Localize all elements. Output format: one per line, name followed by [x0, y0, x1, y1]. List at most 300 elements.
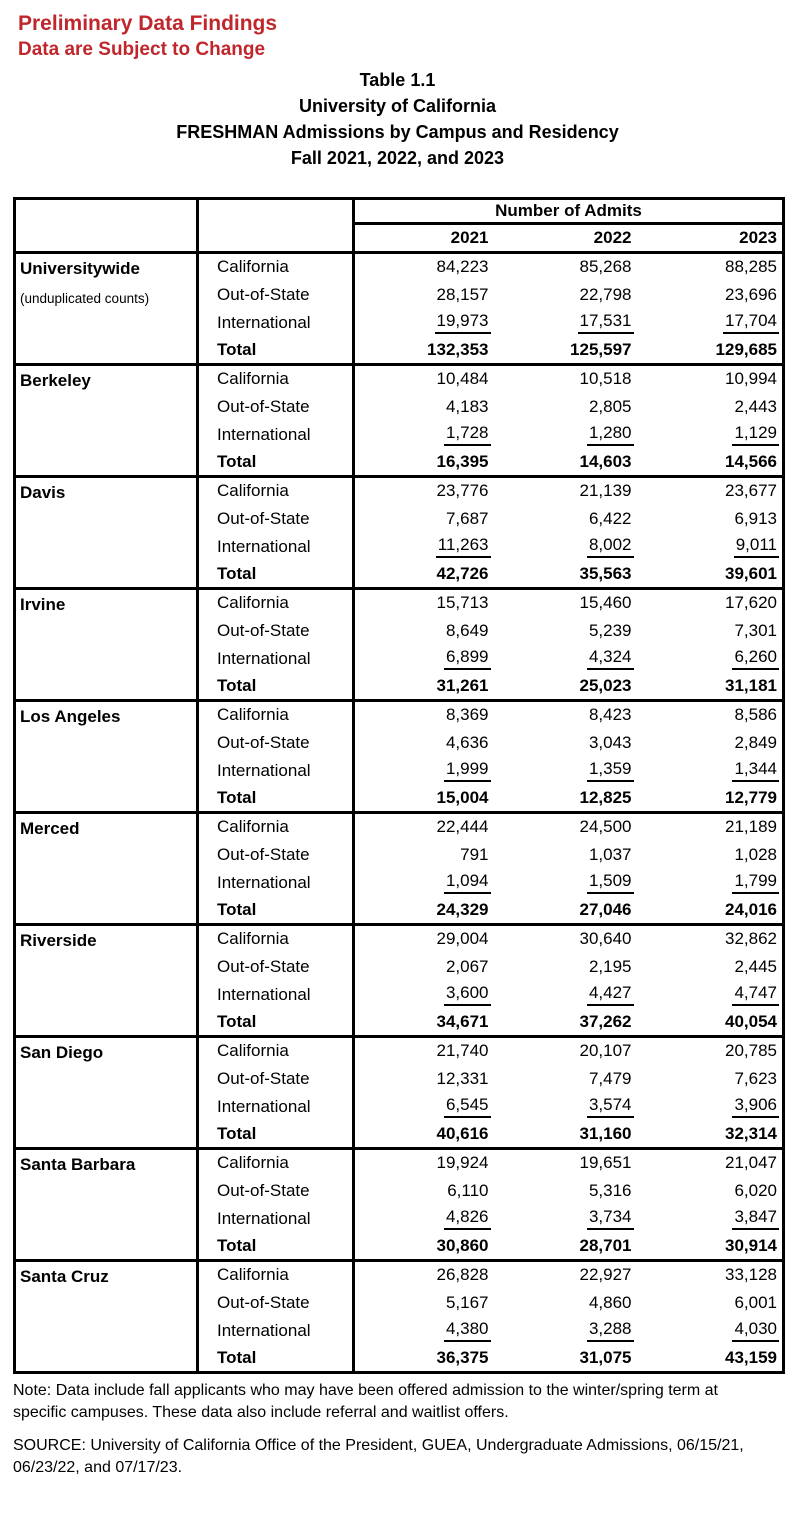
campus-cell [15, 925, 198, 1037]
admits-value-cell [354, 449, 497, 477]
admits-value: 4,860 [588, 1292, 632, 1312]
campus-cell [15, 477, 198, 589]
admits-value: 23,677 [725, 481, 777, 501]
admits-value-cell [640, 1093, 784, 1121]
admits-value-cell [497, 673, 640, 701]
admits-value: 32,314 [725, 1123, 777, 1143]
admits-value-cell [354, 1261, 497, 1289]
residency-label: Out-of-State [198, 841, 354, 869]
admits-value-cell [497, 589, 640, 617]
admits-value-cell [640, 449, 784, 477]
title-institution: University of California [298, 96, 497, 116]
campus-name: San Diego [20, 1043, 104, 1062]
admits-value-cell [497, 533, 640, 561]
admits-value-cell [354, 757, 497, 785]
residency-label: California [198, 365, 354, 393]
admits-value-cell [497, 897, 640, 925]
residency-label: Out-of-State [198, 281, 354, 309]
admits-value-cell [640, 1037, 784, 1065]
campus-subtitle: (unduplicated counts) [20, 291, 150, 306]
admits-value: 85,268 [579, 257, 632, 277]
admits-value-cell [640, 393, 784, 421]
admits-value-cell [640, 1233, 784, 1261]
admits-value-cell [640, 337, 784, 365]
admits-value: 4,636 [445, 732, 489, 752]
table-row [15, 701, 784, 729]
residency-label: California [198, 925, 354, 953]
admits-value: 31,181 [725, 675, 777, 695]
residency-label: International [198, 309, 354, 337]
admits-value: 8,423 [588, 705, 632, 725]
admits-value: 12,331 [436, 1068, 489, 1088]
admits-value: 6,899 [444, 647, 491, 670]
residency-label: International [198, 757, 354, 785]
admits-value-cell [354, 1317, 497, 1345]
table-body [15, 253, 784, 1373]
table-row [15, 813, 784, 841]
admits-value-cell [354, 365, 497, 393]
admits-value: 6,020 [734, 1180, 777, 1200]
admits-value-cell [497, 477, 640, 505]
admits-value: 2,443 [734, 396, 777, 416]
admits-value-cell [354, 421, 497, 449]
admits-value: 28,157 [436, 284, 489, 304]
admits-value-cell [354, 1065, 497, 1093]
admits-value-cell [497, 1037, 640, 1065]
residency-label: Total [198, 1009, 354, 1037]
campus-cell [15, 1149, 198, 1261]
note-text: Note: Data include fall applicants who may have been offered admission to the winter/spring term at specific campuses. These data also include referral and waitlist offers. [13, 1382, 718, 1421]
admits-value: 3,600 [444, 983, 491, 1006]
admits-value: 30,860 [436, 1235, 489, 1255]
residency-label: International [198, 421, 354, 449]
admits-value: 31,075 [579, 1347, 632, 1367]
banner-line-2: Data are Subject to Change [18, 39, 266, 60]
admits-value-cell [354, 841, 497, 869]
admits-value: 3,734 [587, 1207, 634, 1230]
admits-value: 21,189 [725, 817, 777, 837]
admits-value: 4,380 [444, 1319, 491, 1342]
header-empty-campus-cell [15, 199, 198, 253]
admits-value-cell [497, 785, 640, 813]
admits-value: 40,054 [725, 1011, 777, 1031]
admits-value-cell [640, 421, 784, 449]
table-title-block [0, 67, 795, 171]
table-row [15, 1261, 784, 1289]
banner-line-1: Preliminary Data Findings [18, 12, 278, 35]
admits-value: 6,545 [444, 1095, 491, 1118]
admits-value: 2,067 [445, 956, 489, 976]
admits-value-cell [497, 701, 640, 729]
admits-value: 4,030 [732, 1319, 779, 1342]
admits-value: 24,329 [436, 899, 489, 919]
residency-label: Out-of-State [198, 1289, 354, 1317]
admits-value-cell [497, 1289, 640, 1317]
admits-value-cell [354, 785, 497, 813]
residency-label: International [198, 1093, 354, 1121]
admits-value-cell [497, 729, 640, 757]
admits-value: 10,518 [579, 369, 632, 389]
residency-label: California [198, 589, 354, 617]
admits-value-cell [640, 1177, 784, 1205]
admits-value: 20,107 [579, 1041, 632, 1061]
admits-value-cell [354, 253, 497, 281]
admits-value-cell [640, 365, 784, 393]
admits-value-cell [497, 365, 640, 393]
admits-value: 17,531 [578, 311, 634, 334]
admits-value: 4,747 [732, 983, 779, 1006]
admits-value-cell [354, 589, 497, 617]
admissions-table [13, 197, 785, 1374]
admits-value: 1,344 [732, 759, 779, 782]
admits-value-cell [497, 953, 640, 981]
admits-value-cell [640, 1289, 784, 1317]
residency-label: California [198, 1149, 354, 1177]
admits-value-cell [354, 561, 497, 589]
residency-label: California [198, 701, 354, 729]
table-row [15, 365, 784, 393]
admits-value-cell [640, 869, 784, 897]
admits-value: 12,825 [579, 787, 632, 807]
residency-label: Out-of-State [198, 393, 354, 421]
admits-value: 6,001 [734, 1292, 777, 1312]
admits-value-cell [354, 813, 497, 841]
admits-value: 20,785 [725, 1041, 777, 1061]
admits-value: 4,324 [587, 647, 634, 670]
residency-label: Out-of-State [198, 1065, 354, 1093]
admits-value: 27,046 [579, 899, 632, 919]
residency-label: California [198, 477, 354, 505]
admits-value: 1,359 [587, 759, 634, 782]
admits-value-cell [640, 1261, 784, 1289]
admits-value-cell [497, 1317, 640, 1345]
admits-value-cell [354, 533, 497, 561]
admits-value-cell [497, 1177, 640, 1205]
admits-value-cell [354, 953, 497, 981]
admits-value: 17,704 [723, 311, 779, 334]
admits-value: 31,160 [579, 1123, 632, 1143]
admits-value-cell [354, 337, 497, 365]
admits-value-cell [497, 1009, 640, 1037]
title-terms: Fall 2021, 2022, and 2023 [290, 148, 505, 168]
year-header-2022: 2022 [497, 224, 640, 253]
admits-value: 6,422 [588, 508, 632, 528]
year-header-2021: 2021 [354, 224, 497, 253]
admits-value: 21,139 [579, 481, 632, 501]
residency-label: International [198, 981, 354, 1009]
residency-label: Out-of-State [198, 1177, 354, 1205]
admits-value-cell [354, 1149, 497, 1177]
admits-header: Number of Admits [354, 199, 784, 224]
admits-value: 3,847 [732, 1207, 779, 1230]
admits-value-cell [497, 281, 640, 309]
campus-cell [15, 701, 198, 813]
header-empty-residency-cell [198, 199, 354, 253]
table-row [15, 1149, 784, 1177]
residency-label: California [198, 1037, 354, 1065]
admits-value-cell [354, 729, 497, 757]
admits-value-cell [354, 477, 497, 505]
admits-value-cell [640, 757, 784, 785]
admits-value: 10,484 [436, 369, 489, 389]
residency-label: Total [198, 449, 354, 477]
admits-value-cell [497, 757, 640, 785]
admits-value-cell [354, 1177, 497, 1205]
admits-value-cell [497, 1121, 640, 1149]
admits-value-cell [497, 617, 640, 645]
admits-value-cell [497, 337, 640, 365]
residency-label: Total [198, 673, 354, 701]
residency-label: Total [198, 785, 354, 813]
admits-value: 24,016 [725, 899, 777, 919]
admits-value-cell [354, 1205, 497, 1233]
residency-label: Total [198, 1345, 354, 1373]
admits-value-cell [497, 309, 640, 337]
residency-label: Total [198, 897, 354, 925]
campus-name: Los Angeles [20, 707, 121, 726]
preliminary-banner [0, 0, 795, 61]
campus-name: Irvine [20, 595, 66, 614]
table-header [15, 199, 784, 253]
admits-value: 7,623 [734, 1068, 777, 1088]
admits-value: 12,779 [725, 787, 777, 807]
admits-value: 1,028 [734, 844, 777, 864]
admits-value-cell [640, 1009, 784, 1037]
residency-label: Out-of-State [198, 953, 354, 981]
admits-value-cell [640, 253, 784, 281]
admits-value-cell [354, 393, 497, 421]
admits-value: 30,640 [579, 929, 632, 949]
admits-value: 14,603 [579, 451, 632, 471]
campus-name: Berkeley [20, 371, 91, 390]
table-row [15, 253, 784, 281]
admits-value-cell [497, 449, 640, 477]
admits-value-cell [640, 701, 784, 729]
admits-value-cell [640, 1149, 784, 1177]
admits-value-cell [354, 617, 497, 645]
admits-value: 7,687 [445, 508, 489, 528]
admits-value: 8,002 [587, 535, 634, 558]
admits-value-cell [497, 1205, 640, 1233]
admits-value: 5,239 [588, 620, 632, 640]
admits-value: 8,649 [445, 620, 489, 640]
residency-label: International [198, 1205, 354, 1233]
admits-value-cell [497, 1261, 640, 1289]
admits-value: 1,999 [444, 759, 491, 782]
admits-value: 6,260 [732, 647, 779, 670]
admits-value-cell [640, 1345, 784, 1373]
admits-value-cell [497, 813, 640, 841]
admits-value-cell [354, 981, 497, 1009]
residency-label: California [198, 253, 354, 281]
admits-value-cell [354, 1037, 497, 1065]
residency-label: Out-of-State [198, 729, 354, 757]
admits-value-cell [497, 1093, 640, 1121]
admits-value: 31,261 [436, 675, 489, 695]
admits-value-cell [354, 701, 497, 729]
admits-value: 15,004 [436, 787, 489, 807]
admits-value: 8,369 [445, 705, 489, 725]
admits-value-cell [354, 869, 497, 897]
admits-value-cell [497, 1065, 640, 1093]
admits-value: 7,301 [734, 620, 777, 640]
admits-value: 29,004 [436, 929, 489, 949]
admits-value-cell [640, 617, 784, 645]
admits-value-cell [640, 477, 784, 505]
year-header-2023: 2023 [640, 224, 784, 253]
admits-value: 1,509 [587, 871, 634, 894]
campus-cell [15, 365, 198, 477]
residency-label: California [198, 813, 354, 841]
admits-value-cell [497, 253, 640, 281]
admits-value-cell [640, 673, 784, 701]
admits-value: 11,263 [436, 535, 491, 558]
admits-value: 33,128 [725, 1265, 777, 1285]
admits-value-cell [640, 841, 784, 869]
admits-value-cell [497, 1345, 640, 1373]
admits-value: 7,479 [588, 1068, 632, 1088]
admits-value: 5,167 [445, 1292, 489, 1312]
admits-value-cell [640, 281, 784, 309]
admits-value-cell [640, 1317, 784, 1345]
admits-value: 3,043 [588, 732, 632, 752]
campus-name: Merced [20, 819, 80, 838]
admits-value-cell [354, 505, 497, 533]
admits-value: 2,445 [734, 956, 777, 976]
admits-value: 37,262 [579, 1011, 632, 1031]
admits-value: 23,696 [725, 284, 777, 304]
admits-value: 129,685 [715, 339, 777, 359]
admits-value-cell [497, 421, 640, 449]
campus-name: Santa Barbara [20, 1155, 136, 1174]
admits-value: 21,740 [436, 1041, 489, 1061]
admits-value: 21,047 [725, 1153, 777, 1173]
admits-value: 43,159 [725, 1347, 777, 1367]
residency-label: Total [198, 337, 354, 365]
admits-value-cell [354, 645, 497, 673]
admits-value: 40,616 [436, 1123, 489, 1143]
admits-value: 1,094 [444, 871, 491, 894]
residency-label: Total [198, 1233, 354, 1261]
table-row [15, 589, 784, 617]
admits-value-cell [640, 729, 784, 757]
campus-cell [15, 589, 198, 701]
admits-value: 88,285 [725, 257, 777, 277]
admits-value-cell [497, 1149, 640, 1177]
admits-value-cell [640, 1205, 784, 1233]
residency-label: Total [198, 561, 354, 589]
residency-label: International [198, 869, 354, 897]
admits-value-cell [497, 925, 640, 953]
admits-value: 3,906 [732, 1095, 779, 1118]
admits-value-cell [640, 533, 784, 561]
campus-cell [15, 1037, 198, 1149]
admits-value-cell [354, 1289, 497, 1317]
admits-value: 84,223 [436, 257, 489, 277]
admits-value: 2,805 [588, 396, 632, 416]
admits-value-cell [354, 1121, 497, 1149]
admits-value: 791 [460, 844, 489, 864]
admits-value: 5,316 [588, 1180, 632, 1200]
admits-value-cell [497, 841, 640, 869]
residency-label: California [198, 1261, 354, 1289]
campus-cell [15, 813, 198, 925]
admits-value: 39,601 [725, 563, 777, 583]
admits-value-cell [354, 673, 497, 701]
admits-value: 23,776 [436, 481, 489, 501]
admits-value: 28,701 [579, 1235, 632, 1255]
admits-value: 9,011 [734, 535, 779, 558]
residency-label: International [198, 1317, 354, 1345]
admits-value-cell [640, 897, 784, 925]
admits-value: 2,849 [734, 732, 777, 752]
admits-value: 10,994 [725, 369, 777, 389]
admits-value-cell [354, 1093, 497, 1121]
campus-name: Universitywide [20, 259, 140, 278]
admits-value-cell [640, 925, 784, 953]
admits-value-cell [640, 813, 784, 841]
admits-value-cell [354, 309, 497, 337]
admits-value: 35,563 [579, 563, 632, 583]
admits-value-cell [497, 561, 640, 589]
admits-value: 1,728 [444, 423, 491, 446]
campus-name: Riverside [20, 931, 97, 950]
admits-value: 17,620 [725, 593, 777, 613]
campus-name: Davis [20, 483, 66, 502]
admits-value: 24,500 [579, 817, 632, 837]
admits-value: 14,566 [725, 451, 777, 471]
admits-value-cell [640, 561, 784, 589]
admits-value: 6,110 [447, 1180, 489, 1200]
admits-value: 22,927 [579, 1265, 632, 1285]
admits-value-cell [497, 869, 640, 897]
title-subject: FRESHMAN Admissions by Campus and Residency [176, 122, 619, 142]
admits-value: 19,973 [435, 311, 491, 334]
residency-label: International [198, 533, 354, 561]
admits-value: 16,395 [436, 451, 489, 471]
title-table-number: Table 1.1 [359, 70, 436, 90]
table-row [15, 1037, 784, 1065]
header-row-group [15, 199, 784, 224]
admits-value: 19,651 [579, 1153, 632, 1173]
residency-label: Total [198, 1121, 354, 1149]
admits-value: 26,828 [436, 1265, 489, 1285]
admits-value: 15,713 [436, 593, 489, 613]
admits-value: 25,023 [579, 675, 632, 695]
admits-value: 32,862 [725, 929, 777, 949]
admits-value-cell [640, 1065, 784, 1093]
admits-value: 22,798 [579, 284, 632, 304]
admits-value: 125,597 [570, 339, 632, 359]
residency-label: Out-of-State [198, 617, 354, 645]
admits-value: 4,427 [587, 983, 634, 1006]
admits-value: 4,183 [445, 396, 489, 416]
admits-value-cell [354, 1009, 497, 1037]
admits-value-cell [640, 309, 784, 337]
admits-value-cell [354, 925, 497, 953]
admits-value-cell [497, 645, 640, 673]
admits-value: 42,726 [436, 563, 489, 583]
admits-value: 30,914 [725, 1235, 777, 1255]
admits-value: 3,574 [587, 1095, 634, 1118]
campus-cell [15, 1261, 198, 1373]
admits-value: 1,799 [732, 871, 779, 894]
admits-value-cell [497, 393, 640, 421]
admits-value-cell [640, 981, 784, 1009]
admits-value-cell [354, 1233, 497, 1261]
admits-value: 19,924 [436, 1153, 489, 1173]
admits-value-cell [354, 1345, 497, 1373]
